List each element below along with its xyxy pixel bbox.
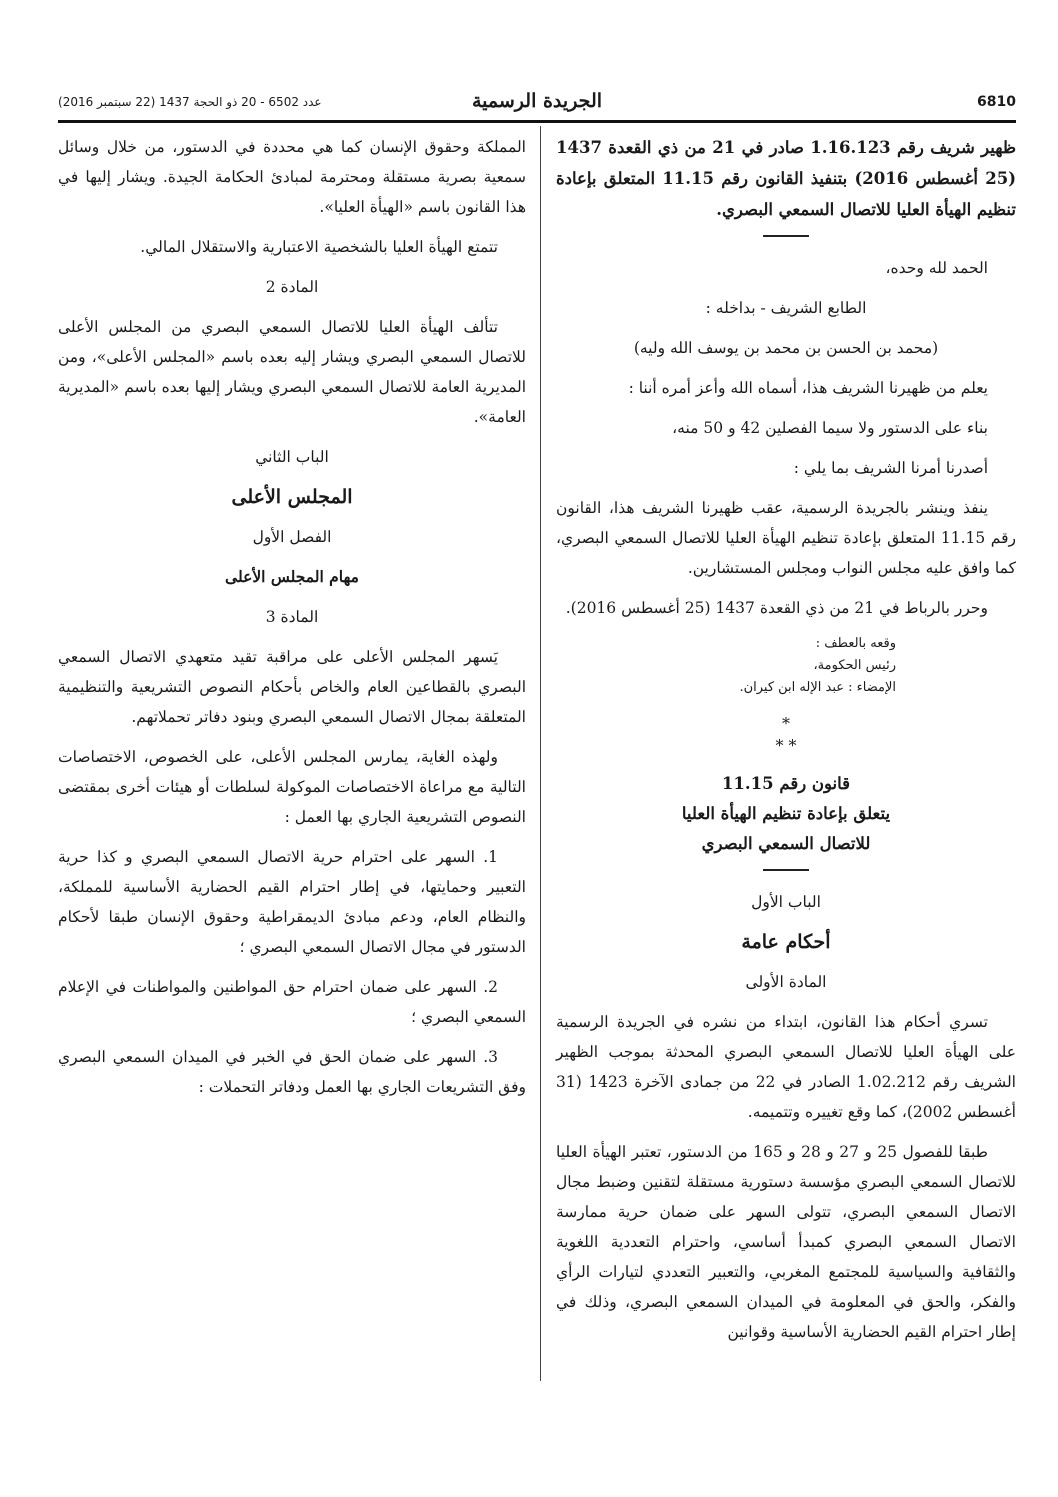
book-title: المجلس الأعلى	[231, 486, 353, 508]
chapter-heading: الفصل الأول	[252, 528, 332, 546]
book-title: أحكام عامة	[741, 931, 831, 953]
law-number: قانون رقم 11.15	[721, 774, 851, 793]
column-divider	[540, 126, 541, 1381]
paragraph: أصدرنا أمرنا الشريف بما يلي :	[793, 459, 988, 477]
paragraph: الطابع الشريف - بداخله :	[705, 299, 867, 317]
signature-line: رئيس الحكومة،	[813, 658, 896, 673]
star-top: *	[782, 714, 790, 733]
paragraph: طبقا للفصول 25 و 27 و 28 و 165 من الدستور، تعتبر الهيأة العليا للاتصال السمعي البصري مؤسسة دستورية مستقلة لتقنين وضبط مجال الاتصال السمعي البصري، تتولى السهر على ضمان حرية ممارسة الاتصال السمعي البصري كمبدأ أساسي، واحترام التعددية اللغوية والثقافية والسياسية للمجتمع المغربي، والتعبير التعددي لتيارات الرأي والفكر، والحق في المعلومة في الميدان السمعي البصري، وذلك في إطار احترام القيم الحضارية الأساسية وقوانين	[556, 1143, 1016, 1341]
article-heading: المادة 2	[265, 278, 319, 296]
signature-line: الإمضاء : عبد الإله ابن كيران.	[739, 680, 896, 695]
left-column	[58, 132, 526, 1112]
paragraph: ولهذه الغاية، يمارس المجلس الأعلى، على الخصوص، الاختصاصات التالية مع مراعاة الاختصاصات الموكولة لسلطات أو هيئات أخرى بمقتضى النصوص التشريعية الجاري بها العمل :	[58, 748, 526, 826]
book-heading: الباب الأول	[751, 893, 821, 911]
list-item: 3. السهر على ضمان الحق في الخبر في الميدان السمعي البصري وفق التشريعات الجاري بها العمل ودفاتر التحملات :	[58, 1048, 526, 1096]
separator-rule	[763, 235, 809, 237]
paragraph: تتمتع الهيأة العليا بالشخصية الاعتبارية والاستقلال المالي.	[140, 238, 498, 256]
star-bottom: * *	[775, 736, 797, 755]
paragraph: يعلم من ظهيرنا الشريف هذا، أسماه الله وأعز أمره أننا :	[628, 379, 988, 397]
article-heading: المادة الأولى	[745, 973, 827, 991]
gazette-title: الجريدة الرسمية	[471, 90, 603, 112]
paragraph: المملكة وحقوق الإنسان كما هي محددة في الدستور، من خلال وسائل سمعية بصرية مستقلة ومحترمة لمبادئ الحكامة الجيدة. ويشار إليها في هذا القانون باسم «الهيأة العليا».	[58, 138, 526, 216]
separator-rule	[763, 869, 809, 871]
page-header	[58, 90, 1016, 118]
star-separator	[556, 713, 1016, 757]
paragraph: الحمد لله وحده،	[885, 259, 988, 277]
chapter-title: مهام المجلس الأعلى	[225, 567, 359, 586]
paragraph: تسري أحكام هذا القانون، ابتداء من نشره في الجريدة الرسمية على الهيأة العليا للاتصال السمعي البصري المحدثة بموجب الظهير الشريف رقم 1.02.212 الصادر في 22 من جمادى الآخرة 1423 (31 أغسطس 2002)، كما وقع تغييره وتتميمه.	[556, 1013, 1016, 1121]
article-heading: المادة 3	[265, 608, 319, 626]
header-rule	[58, 120, 1016, 123]
book-heading: الباب الثاني	[255, 448, 329, 466]
issue-info: عدد 6502 - 20 ذو الحجة 1437 (22 سبتمبر 2016)	[58, 95, 322, 109]
law-subject: للاتصال السمعي البصري	[701, 834, 871, 853]
paragraph: بناء على الدستور ولا سيما الفصلين 42 و 50 منه،	[672, 419, 988, 437]
paragraph: تتألف الهيأة العليا للاتصال السمعي البصري من المجلس الأعلى للاتصال السمعي البصري ويشار إليه بعده باسم «المجلس الأعلى»، ومن المديرية العامة للاتصال السمعي البصري ويشار إليها بعده باسم «المديرية العامة».	[58, 318, 526, 426]
paragraph: ينفذ وينشر بالجريدة الرسمية، عقب ظهيرنا الشريف هذا، القانون رقم 11.15 المتعلق بإعادة تنظيم الهيأة العليا للاتصال السمعي البصري، كما وافق عليه مجلس النواب ومجلس المستشارين.	[556, 499, 1016, 577]
dahir-title: ظهير شريف رقم 1.16.123 صادر في 21 من ذي القعدة 1437 (25 أغسطس 2016) بتنفيذ القانون رقم 11.15 المتعلق بإعادة تنظيم الهيأة العليا للاتصال السمعي البصري.	[556, 138, 1016, 219]
paragraph: وحرر بالرباط في 21 من ذي القعدة 1437 (25 أغسطس 2016).	[565, 599, 988, 617]
right-column	[556, 132, 1016, 1357]
law-subject: يتعلق بإعادة تنظيم الهيأة العليا	[681, 804, 891, 823]
page-number: 6810	[977, 94, 1016, 110]
list-item: 2. السهر على ضمان احترام حق المواطنين والمواطنات في الإعلام السمعي البصري ؛	[58, 978, 526, 1026]
paragraph: (محمد بن الحسن بن محمد بن يوسف الله وليه)	[633, 339, 939, 357]
signature-line: وقعه بالعطف :	[815, 636, 896, 651]
list-item: 1. السهر على احترام حرية الاتصال السمعي البصري و كذا حرية التعبير وحمايتها، في إطار احترام القيم الحضارية الأساسية للمملكة، والنظام العام، ودعم مبادئ الديمقراطية وحقوق الإنسان طبقا لأحكام الدستور في مجال الاتصال السمعي البصري ؛	[58, 848, 526, 956]
paragraph: يَسهر المجلس الأعلى على مراقبة تقيد متعهدي الاتصال السمعي البصري بالقطاعين العام والخاص بأحكام النصوص التشريعية والتنظيمية المتعلقة بمجال الاتصال السمعي البصري وبنود دفاتر تحملاتهم.	[58, 648, 526, 726]
